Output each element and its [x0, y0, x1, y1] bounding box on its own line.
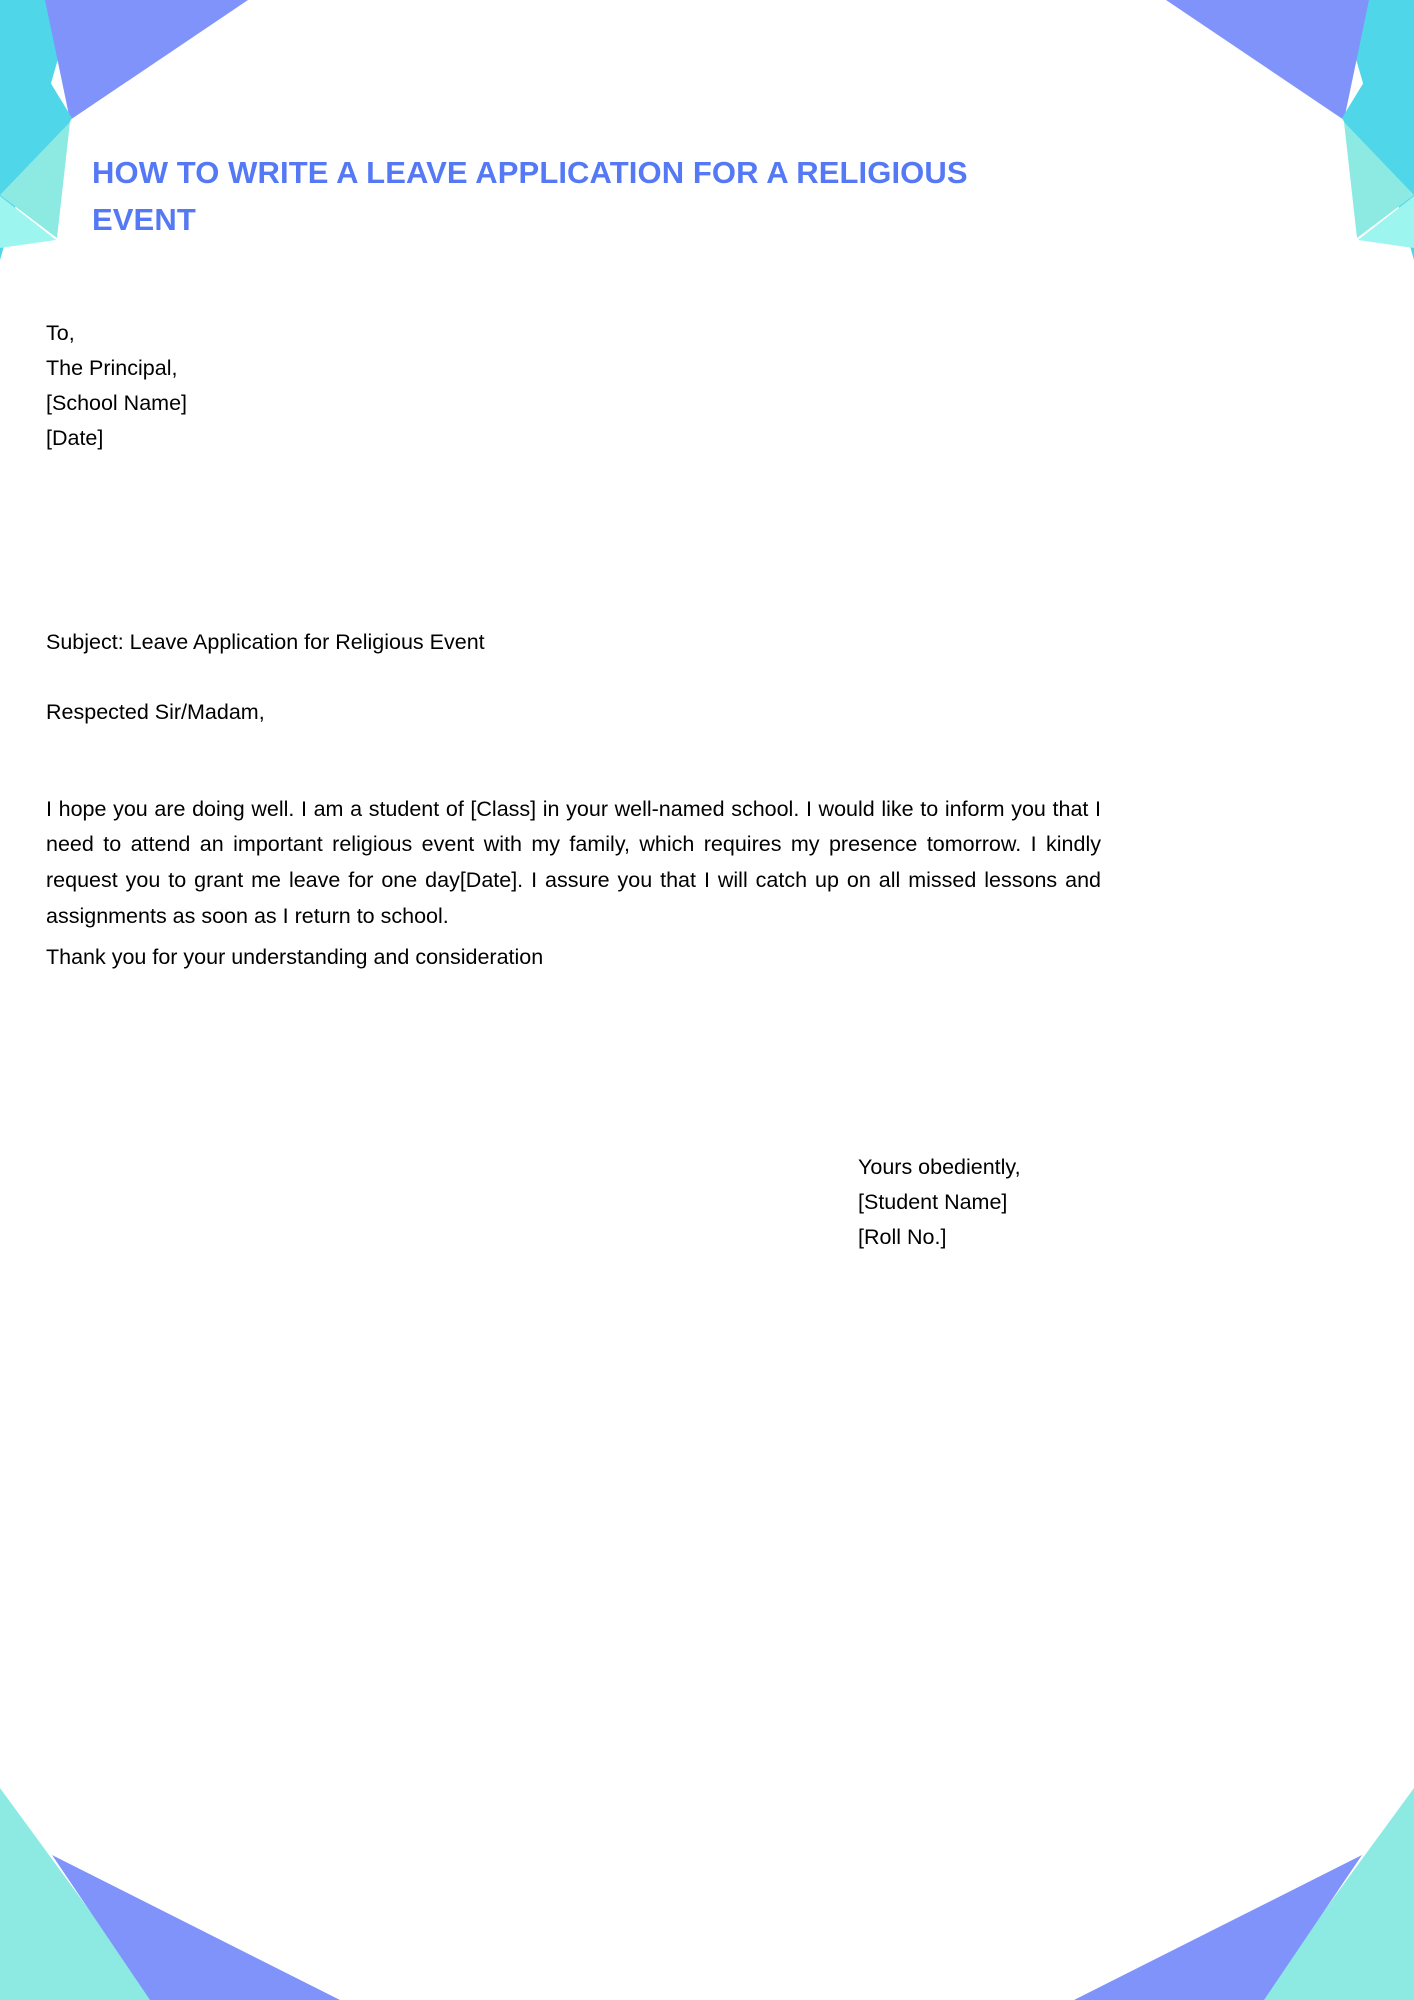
subject-line: Subject: Leave Application for Religious Event [46, 630, 485, 654]
signature-line-yours-obediently: Yours obediently, [858, 1155, 1021, 1179]
letter-body-paragraph: I hope you are doing well. I am a student of [Class] in your well-named school. I would like to inform you that I need to attend an important religious event with my family, which requires my presence tomorrow. I kindly request you to grant me leave for one day[Date]. I assure you that I will catch up on all missed lessons and assignments as soon as I return to school. [46, 796, 1101, 928]
recipient-address-block [46, 316, 187, 456]
address-line-school-name: [School Name] [46, 391, 188, 416]
salutation-line: Respected Sir/Madam, [46, 700, 265, 724]
address-line-date: [Date] [46, 426, 104, 451]
address-line-to: To, [46, 321, 75, 345]
signature-line-roll-no: [Roll No.] [858, 1225, 947, 1250]
signature-line-student-name: [Student Name] [858, 1190, 1008, 1215]
signature-block [858, 1150, 1021, 1255]
closing-line: Thank you for your understanding and consideration [46, 945, 544, 969]
address-line-principal: The Principal, [46, 356, 178, 381]
page-title: HOW TO WRITE A LEAVE APPLICATION FOR A RELIGIOUS EVENT [92, 154, 968, 237]
